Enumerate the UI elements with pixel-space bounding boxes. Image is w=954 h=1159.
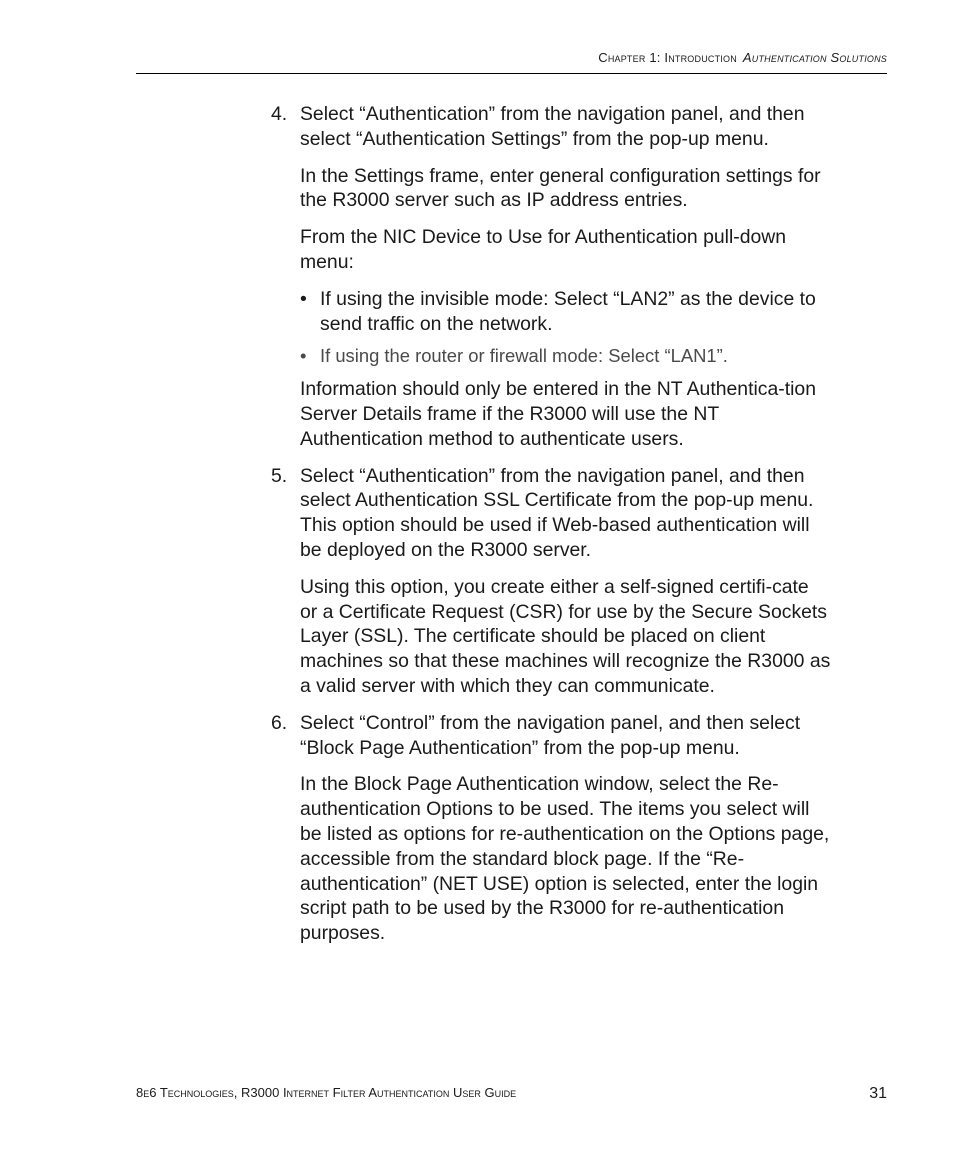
step-text: Select “Authentication” from the navigation panel, and then select “Authentication Settings” from the pop-up menu. <box>300 103 805 150</box>
step-number: 5. <box>271 464 288 487</box>
header-rule <box>136 73 887 74</box>
page-body <box>271 102 831 958</box>
list-item-text: If using the invisible mode: Select “LAN2” as the device to send traffic on the network. <box>320 287 816 335</box>
step-number: 4. <box>271 103 288 125</box>
paragraph: In the Settings frame, enter general configuration settings for the R3000 server such as IP address entries. <box>300 164 821 212</box>
section-title: Authentication Solutions <box>742 50 887 65</box>
page-number: 31 <box>869 1085 887 1102</box>
page-footer <box>136 1085 887 1100</box>
footer-title: 8e6 Technologies, R3000 Internet Filter Authentication User Guide <box>136 1085 517 1100</box>
list-item <box>300 344 831 369</box>
step-text: Select “Authentication” from the navigation panel, and then select Authentication SSL Certificate from the pop-up menu. This option should be used if Web-based authentication will be deployed on the R3000 server. <box>300 464 814 561</box>
paragraph: In the Block Page Authentication window, select the Re-authentication Options to be used. The items you select will be listed as options for re-authentication on the Options page, accessible from the standard block page. If the “Re-authentication” (NET USE) option is selected, enter the login script path to be used by the R3000 for re-authentication purposes. <box>300 773 830 945</box>
chapter-title: Chapter 1: Introduction <box>598 50 737 65</box>
paragraph: From the NIC Device to Use for Authentication pull-down menu: <box>300 226 787 273</box>
step-5 <box>271 464 831 563</box>
bullet-icon: • <box>300 287 307 310</box>
bullet-list <box>271 287 831 369</box>
list-item-text: If using the router or firewall mode: Select “LAN1”. <box>320 345 728 367</box>
running-header <box>136 50 887 65</box>
step-text: Select “Control” from the navigation panel, and then select “Block Page Authentication” from the pop-up menu. <box>300 711 801 759</box>
bullet-icon: • <box>300 345 307 367</box>
step-number: 6. <box>271 711 288 734</box>
paragraph: Using this option, you create either a self-signed certifi-cate or a Certificate Request (CSR) for use by the Secure Sockets Layer (SSL). The certificate should be placed on client machines so that these machines will recognize the R3000 as a valid server with which they can communicate. <box>300 575 831 697</box>
list-item <box>300 287 831 337</box>
paragraph: Information should only be entered in the NT Authentica-tion Server Details frame if the R3000 will use the NT Authentication method to authenticate users. <box>300 378 816 450</box>
step-4 <box>271 102 831 152</box>
step-6 <box>271 711 831 761</box>
